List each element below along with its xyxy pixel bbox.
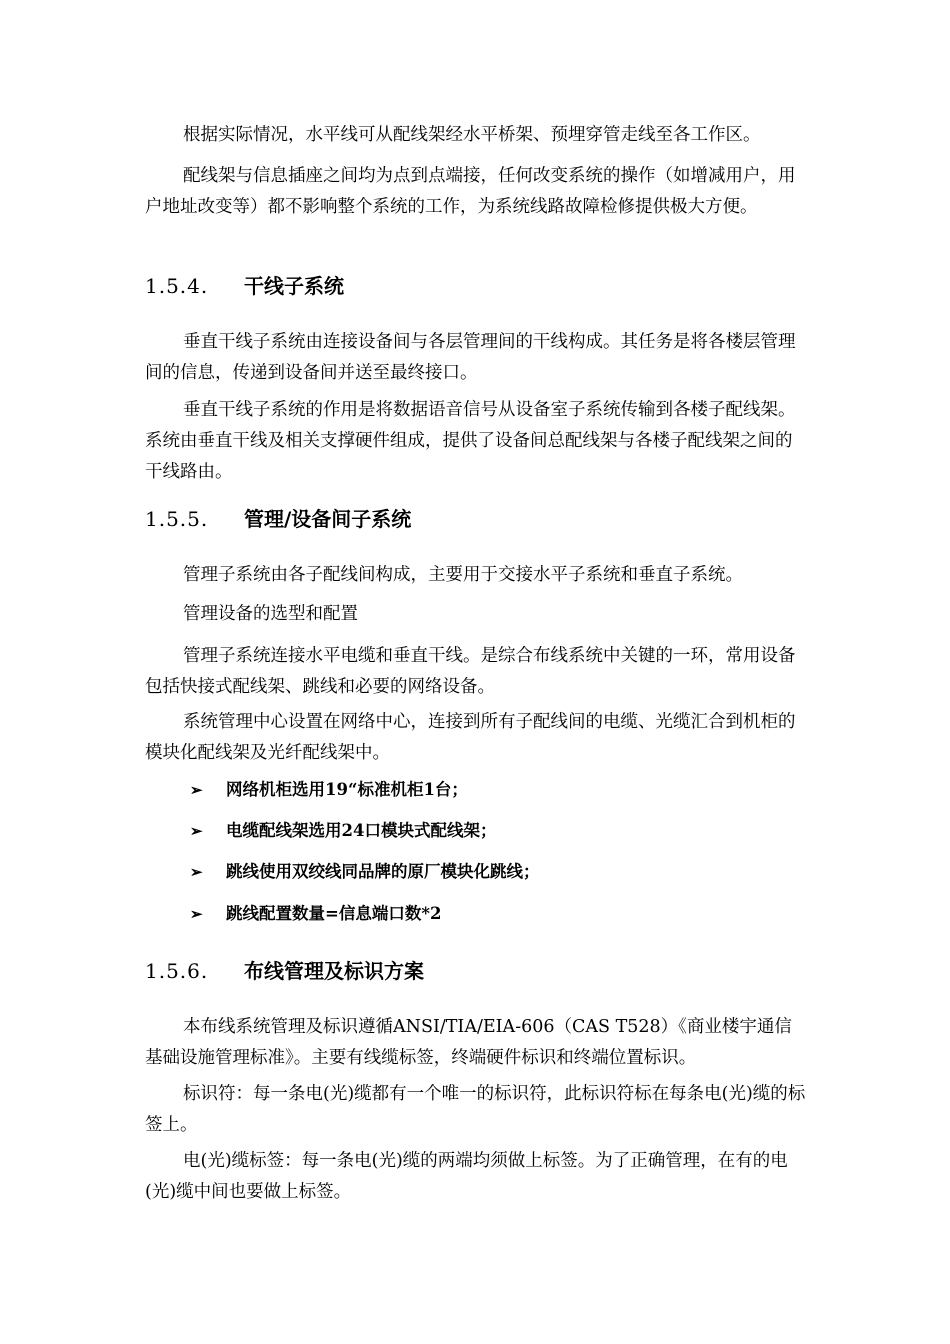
section-title: 布线管理及标识方案 — [244, 959, 424, 983]
bullet-item-patch-quantity — [190, 900, 441, 928]
section-number: 1.5.4. — [145, 274, 209, 298]
arrow-bullet-icon: ➢ — [190, 863, 203, 881]
bullet-text: 跳线配置数量=信息端口数*2 — [226, 904, 442, 923]
paragraph-management-center: 系统管理中心设置在网络中心，连接到所有子配线间的电缆、光缆汇合到机柜的模块化配线架及光纤配线架中。 — [145, 712, 796, 763]
section-number: 1.5.6. — [145, 959, 209, 983]
section-heading-1-5-4 — [145, 270, 344, 302]
paragraph-management-subsystem: 管理子系统由各子配线间构成，主要用于交接水平子系统和垂直子系统。 — [183, 565, 743, 585]
bullet-item-patch-panel — [190, 817, 496, 845]
section-heading-1-5-5 — [145, 503, 411, 535]
section-title: 管理/设备间子系统 — [244, 507, 412, 531]
arrow-bullet-icon: ➢ — [190, 781, 203, 799]
paragraph-identifier: 标识符：每一条电(光)缆都有一个唯一的标识符，此标识符标在每条电(光)缆的标签上。 — [145, 1084, 806, 1135]
paragraph-patch-panel-termination: 配线架与信息插座之间均为点到点端接，任何改变系统的操作（如增减用户，用户地址改变等）都不影响整个系统的工作，为系统线路故障检修提供极大方便。 — [145, 166, 796, 217]
paragraph-backbone-function: 垂直干线子系统的作用是将数据语音信号从设备室子系统传输到各楼子配线架。系统由垂直干线及相关支撑硬件组成，提供了设备间总配线架与各楼子配线架之间的干线路由。 — [145, 400, 796, 482]
arrow-bullet-icon: ➢ — [190, 905, 203, 923]
arrow-bullet-icon: ➢ — [190, 822, 203, 840]
bullet-text: 网络机柜选用19“标准机柜1台； — [226, 780, 468, 799]
paragraph-cable-label: 电(光)缆标签：每一条电(光)缆的两端均须做上标签。为了正确管理，在有的电(光)缆中间也要做上标签。 — [145, 1151, 788, 1202]
paragraph-equipment-selection: 管理设备的选型和配置 — [183, 604, 358, 624]
section-title: 干线子系统 — [244, 274, 344, 298]
paragraph-backbone-definition: 垂直干线子系统由连接设备间与各层管理间的干线构成。其任务是将各楼层管理间的信息，传递到设备间并送至最终接口。 — [145, 332, 796, 383]
bullet-item-cabinet — [190, 776, 468, 804]
section-number: 1.5.5. — [145, 507, 209, 531]
bullet-item-patch-cord — [190, 858, 540, 886]
bullet-text: 跳线使用双绞线同品牌的原厂模块化跳线； — [226, 862, 540, 881]
paragraph-management-connection: 管理子系统连接水平电缆和垂直干线。是综合布线系统中关键的一环，常用设备包括快接式配线架、跳线和必要的网络设备。 — [145, 646, 796, 697]
bullet-text: 电缆配线架选用24口模块式配线架； — [226, 821, 497, 840]
paragraph-horizontal-routing: 根据实际情况，水平线可从配线架经水平桥架、预埋穿管走线至各工作区。 — [183, 125, 761, 145]
section-heading-1-5-6 — [145, 955, 424, 987]
paragraph-labeling-standard: 本布线系统管理及标识遵循ANSI/TIA/EIA-606（CAS T528）《商业楼宇通信基础设施管理标准》。主要有线缆标签，终端硬件标识和终端位置标识。 — [145, 1017, 792, 1068]
